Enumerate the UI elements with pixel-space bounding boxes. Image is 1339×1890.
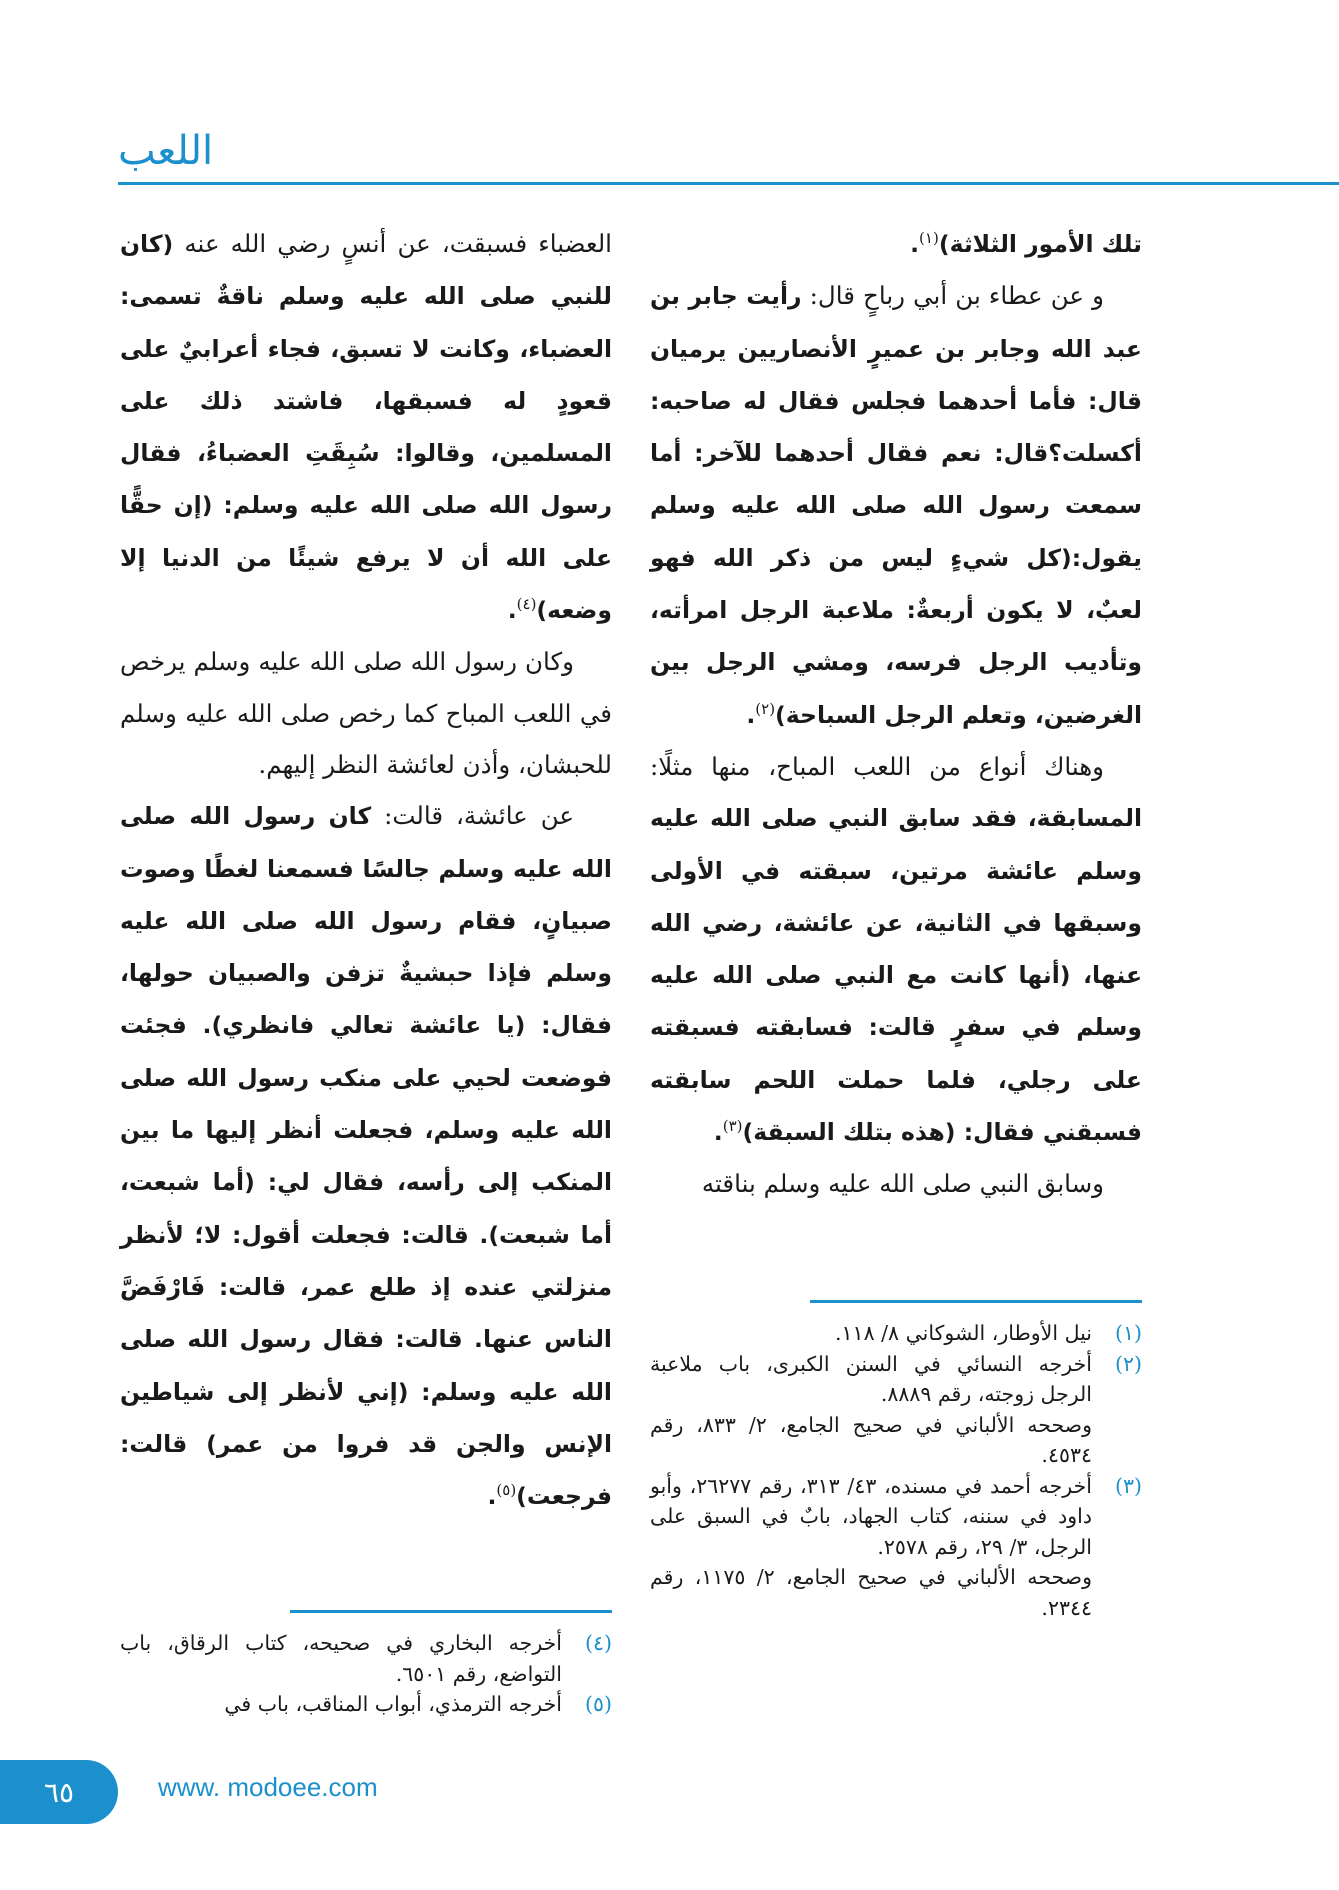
footnote-number: (٢) [1114,1351,1142,1376]
footnotes-right [650,1318,1142,1623]
footnote-marker[interactable]: (١) [919,228,939,247]
page-number-badge [0,1760,118,1824]
footnote-marker[interactable]: (٢) [755,699,776,718]
paragraph: العضباء فسبقت، عن أنسٍ رضي الله عنه (كان للنبي صلى الله عليه وسلم ناقةٌ تسمى: العضباء، وكانت لا تسبق، فجاء أعرابيٌ على قعودٍ له فسبقها، فاشتد ذلك على المسلمين، وقالوا: سُبِقَتِ العضباءُ، فقال رسول الله صلى الله عليه وسلم: (إن حقًّا على الله أن لا يرفع شيئًا من الدنيا إلا وضعه)$^{(٤)}$. [120,229,612,625]
footnote-marker[interactable]: (٤) [516,594,537,613]
footnote-item: (١) نيل الأوطار، الشوكاني ٨/ ١١٨. [650,1318,1142,1349]
footnote-continuation: وصححه الألباني في صحيح الجامع، ٢/ ١١٧٥، رقم ٢٣٤٤. [650,1565,1092,1620]
footnotes-left [120,1628,612,1720]
paragraph: وكان رسول الله صلى الله عليه وسلم يرخص في اللعب المباح كما رخص صلى الله عليه وسلم للحبشان، وأذن لعائشة النظر إليهم. [120,647,612,779]
footnote-continuation: وصححه الألباني في صحيح الجامع، ٢/ ٨٣٣، رقم ٤٥٣٤. [650,1412,1092,1467]
footnote-item: (٥) أخرجه الترمذي، أبواب المناقب، باب في [120,1689,612,1720]
footnote-number: (٤) [584,1631,612,1655]
paragraph: عن عائشة، قالت: كان رسول الله صلى الله عليه وسلم جالسًا فسمعنا لغطًا وصوت صبيانٍ، فقام رسول الله صلى الله عليه وسلم فإذا حبشيةٌ تزفن والصبيان حولها، فقال: (يا عائشة تعالي فانظري). فجئت فوضعت لحيي على منكب رسول الله صلى الله عليه وسلم، فجعلت أنظر إليها ما بين المنكب إلى رأسه، فقال لي: (أما شبعت، أما شبعت). قالت: فجعلت أقول: لا؛ لأنظر منزلتي عنده إذ طلع عمر، قالت: فَارْفَضَّ الناس عنها. قالت: فقال رسول الله صلى الله عليه وسلم: (إني لأنظر إلى شياطين الإنس والجن قد فروا من عمر) قالت: فرجعت)$^{(٥)}$. [120,801,612,1511]
footnote-divider [810,1300,1142,1303]
footnote-marker[interactable]: (٣) [722,1116,743,1135]
footnote-item: (٢) أخرجه النسائي في السنن الكبرى، باب ملاعبة الرجل زوجته، رقم ٨٨٨٩. [650,1349,1142,1410]
footnote-number: (٥) [584,1692,612,1716]
footnote-item: (٣) أخرجه أحمد في مسنده، ٤٣/ ٣١٣، رقم ٢٦٢٧٧، وأبو داود في سننه، كتاب الجهاد، بابٌ في السبق على الرجل، ٣/ ٢٩، رقم ٢٥٧٨. [650,1471,1142,1563]
header-divider [118,182,1339,185]
paragraph: و عن عطاء بن أبي رباحٍ قال: رأيت جابر بن عبد الله وجابر بن عميرٍ الأنصاريين يرميان قال: فأما أحدهما فجلس فقال له صاحبه: أكسلت؟قال: نعم فقال أحدهما للآخر: أما سمعت رسول الله صلى الله عليه وسلم يقول:(كل شيءٍ ليس من ذكر الله فهو لعبٌ، لا يكون أربعةٌ: ملاعبة الرجل امرأته، وتأديب الرجل فرسه، ومشي الرجل بين الغرضين، وتعلم الرجل السباحة)$^{(٢)}$. [650,281,1142,729]
footnote-number: (١) [1114,1321,1142,1345]
right-text-column [650,218,1142,1210]
footnote-divider [290,1610,612,1613]
page-number: ٦٥ [43,1775,75,1809]
chapter-title: اللعب [118,128,214,174]
footnote-marker[interactable]: (٥) [496,1480,517,1499]
footnote-item: (٤) أخرجه البخاري في صحيحه، كتاب الرقاق، باب التواضع، رقم ٦٥٠١. [120,1628,612,1689]
website-link[interactable]: www. modoee.com [158,1772,378,1802]
left-text-column [120,218,612,1522]
paragraph: تلك الأمور الثلاثة)$^{(١)}$. [910,228,1142,258]
paragraph: وهناك أنواع من اللعب المباح، منها مثلًا: المسابقة، فقد سابق النبي صلى الله عليه وسلم عائشة مرتين، سبقته في الأولى وسبقها في الثانية، عن عائشة، رضي الله عنها، (أنها كانت مع النبي صلى الله عليه وسلم في سفرٍ قالت: فسابقته فسبقته على رجلي، فلما حملت اللحم سابقته فسبقني فقال: (هذه بتلك السبقة)$^{(٣)}$. [650,751,1142,1147]
paragraph: وسابق النبي صلى الله عليه وسلم بناقته [701,1169,1104,1199]
footnote-number: (٣) [1114,1473,1142,1498]
